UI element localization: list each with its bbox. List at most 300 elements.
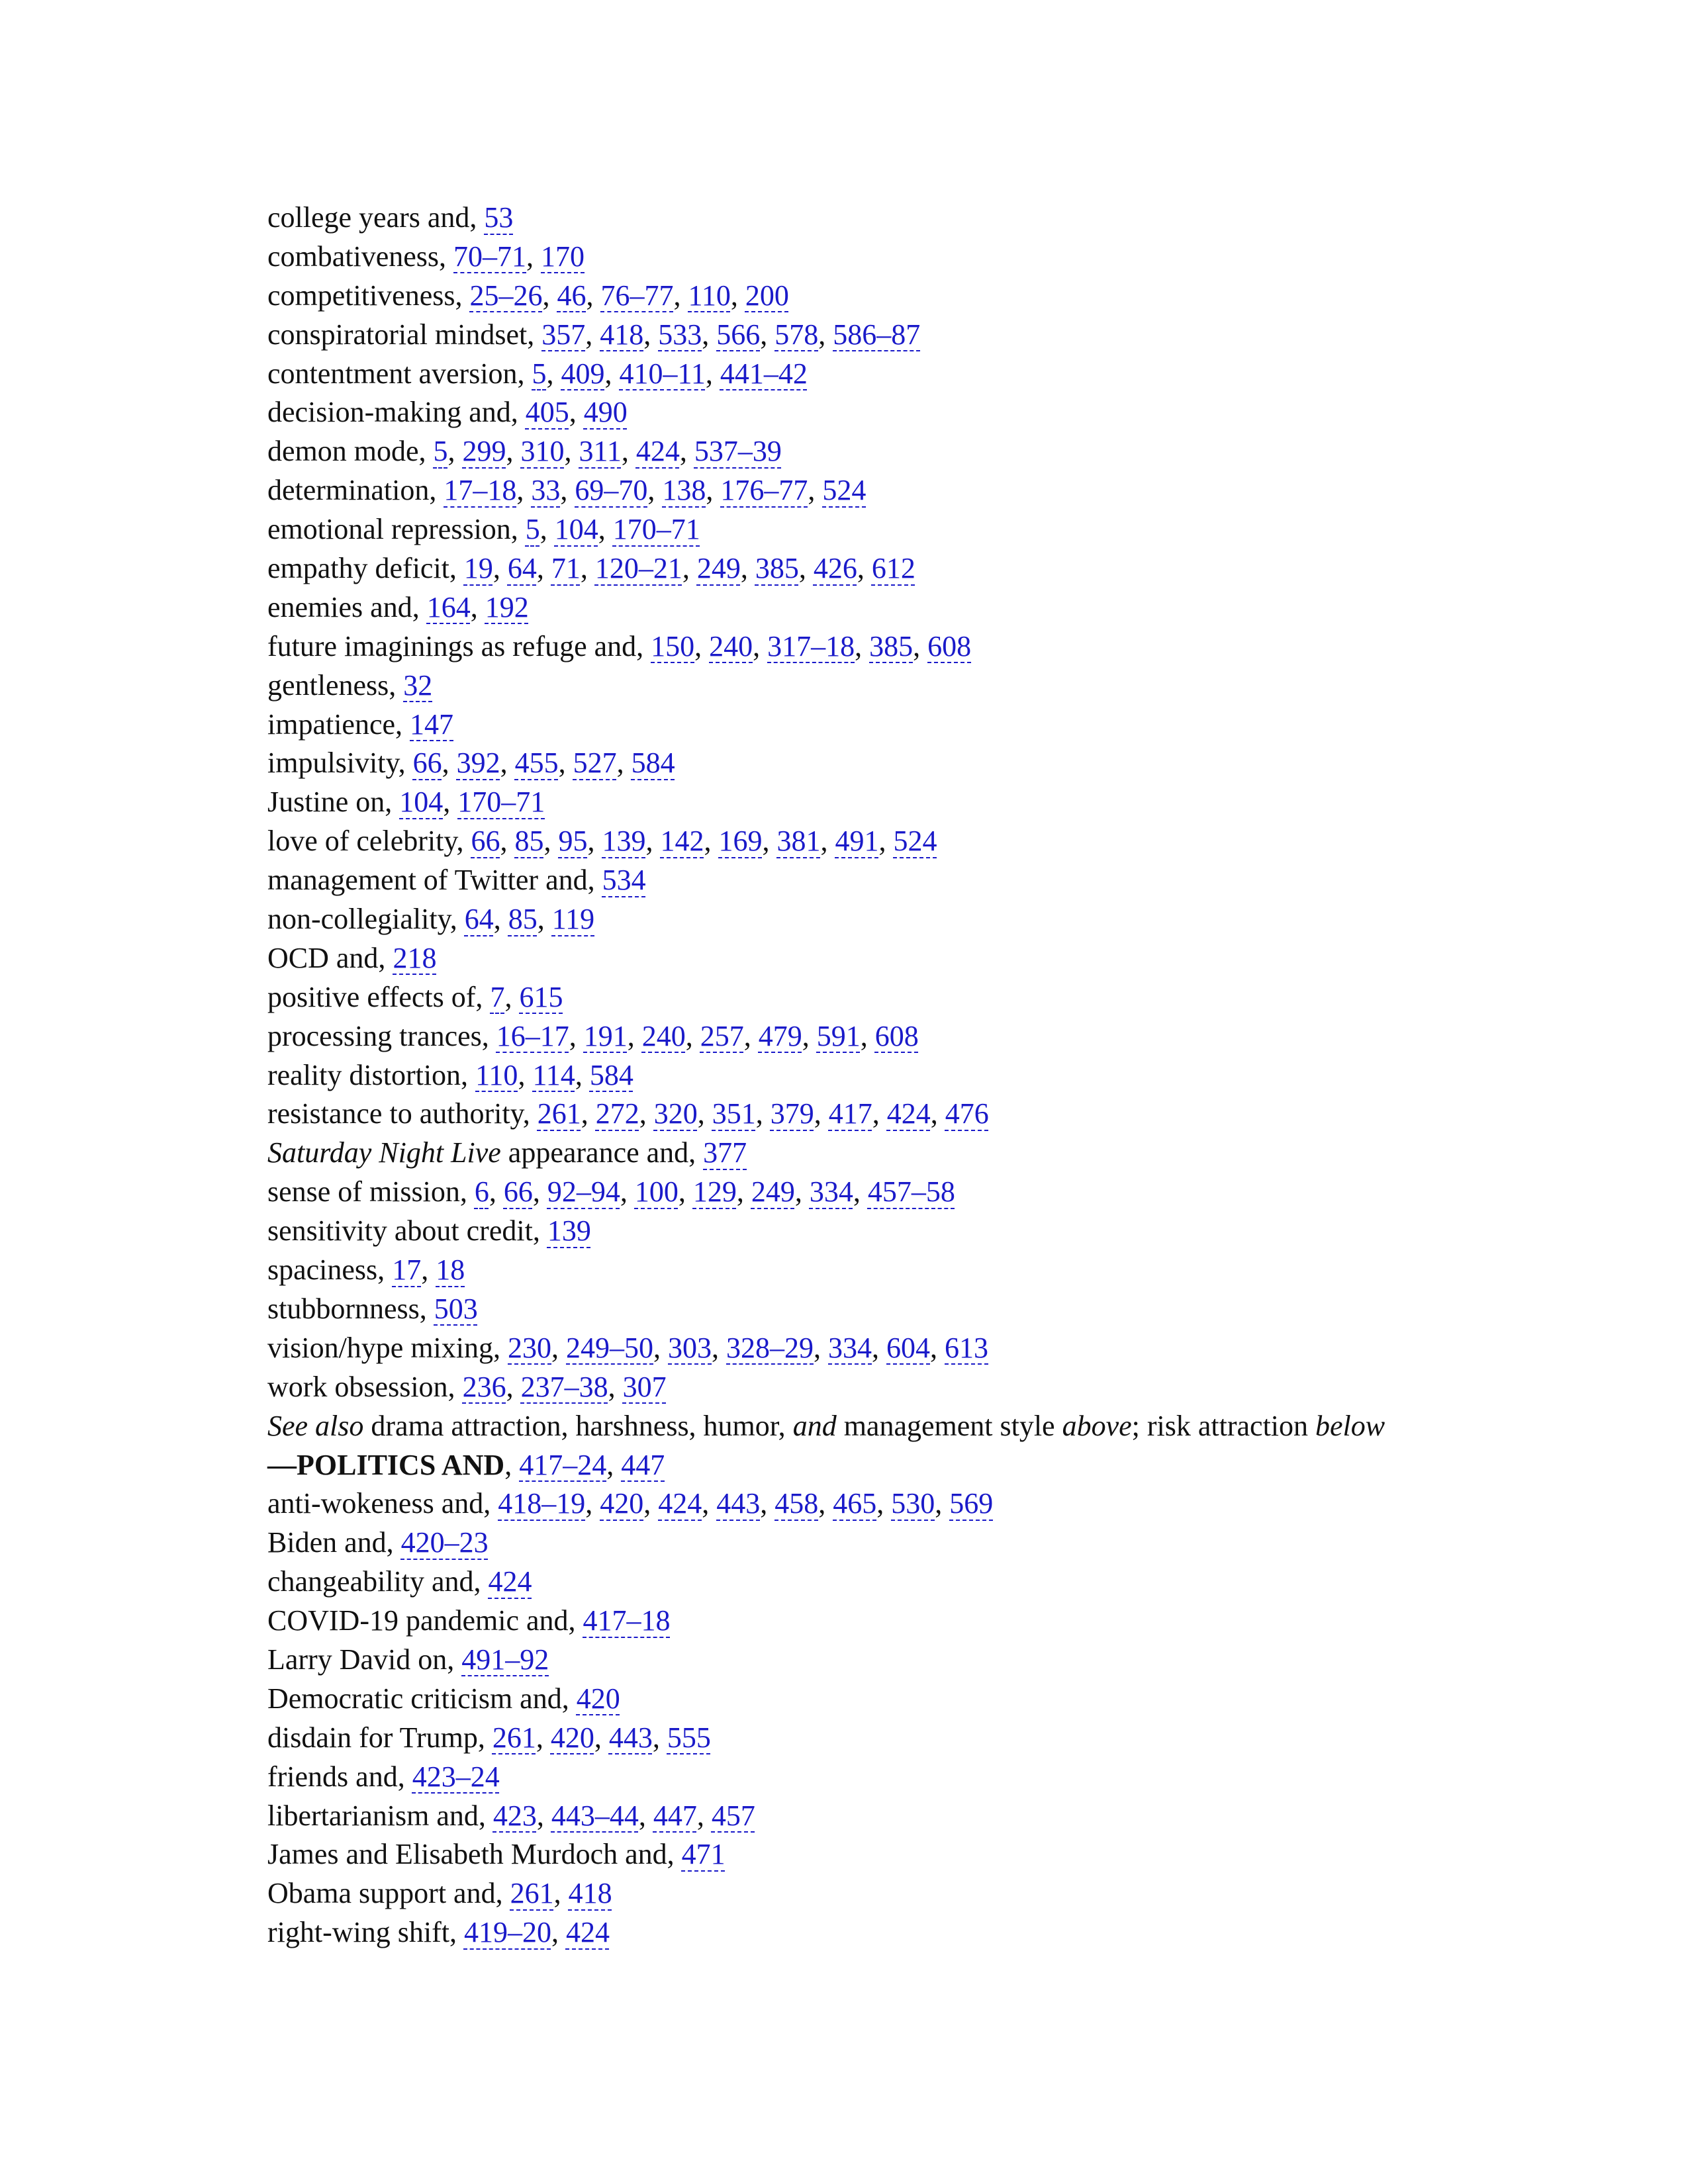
index-entry xyxy=(267,1368,1459,1407)
page-separator: , xyxy=(594,1721,609,1754)
index-term: reality distortion, xyxy=(267,1058,476,1091)
page-link[interactable]: 443–44 xyxy=(551,1799,639,1832)
page-separator: , xyxy=(638,1799,653,1832)
page-link[interactable]: 476 xyxy=(945,1097,989,1130)
page-link[interactable]: 328–29 xyxy=(726,1331,814,1364)
page-separator: , xyxy=(543,825,559,858)
index-term: spaciness, xyxy=(267,1253,393,1287)
page-link[interactable]: 420 xyxy=(550,1721,594,1754)
page-link[interactable]: 170–71 xyxy=(612,513,700,546)
page-link[interactable]: 377 xyxy=(703,1136,747,1169)
index-entry xyxy=(267,939,1459,978)
index-entry xyxy=(267,432,1459,471)
page-link[interactable]: 608 xyxy=(874,1019,919,1052)
page-link[interactable]: 424 xyxy=(886,1097,931,1130)
page-separator: , xyxy=(616,747,632,780)
page-link[interactable]: 104 xyxy=(554,513,598,546)
page-separator: , xyxy=(678,1175,693,1208)
page-separator: , xyxy=(536,1799,551,1832)
page-link[interactable]: 307 xyxy=(622,1370,667,1403)
page-separator: , xyxy=(673,279,688,312)
index-term: future imaginings as refuge and, xyxy=(267,629,651,662)
page-separator: , xyxy=(697,1097,712,1130)
page-separator: , xyxy=(853,1175,868,1208)
page-link[interactable]: 533 xyxy=(658,318,702,351)
index-entry xyxy=(267,1095,1459,1134)
page-separator: , xyxy=(808,474,823,507)
index-entry xyxy=(267,1484,1459,1524)
page-link[interactable]: 418–19 xyxy=(498,1487,586,1520)
page-separator: , xyxy=(421,1253,436,1287)
index-term: processing trances, xyxy=(267,1019,496,1052)
page-link[interactable]: 16–17 xyxy=(496,1019,569,1052)
page-link[interactable]: 129 xyxy=(692,1175,737,1208)
page-link[interactable]: 379 xyxy=(770,1097,814,1130)
index-entry xyxy=(267,978,1459,1017)
page-separator: , xyxy=(546,357,561,390)
page-separator: , xyxy=(706,474,721,507)
index-heading: —POLITICS AND xyxy=(267,1448,505,1481)
index-entry xyxy=(267,1641,1459,1680)
page-link[interactable]: 537–39 xyxy=(694,435,782,468)
cross-reference-text: See also xyxy=(267,1409,364,1442)
page-link[interactable]: 5 xyxy=(525,513,540,546)
page-link[interactable]: 85 xyxy=(508,903,538,936)
page-link[interactable]: 615 xyxy=(519,980,563,1013)
page-link[interactable]: 381 xyxy=(776,825,821,858)
page-link[interactable]: 491 xyxy=(835,825,879,858)
page-separator: , xyxy=(814,1097,829,1130)
page-link[interactable]: 139 xyxy=(602,825,646,858)
page-separator: , xyxy=(762,825,777,858)
page-link[interactable]: 441–42 xyxy=(720,357,808,390)
page-link[interactable]: 5 xyxy=(532,357,547,390)
page-link[interactable]: 138 xyxy=(662,474,706,507)
page-link[interactable]: 64 xyxy=(507,552,537,585)
index-term: positive effects of, xyxy=(267,980,491,1013)
page-link[interactable]: 455 xyxy=(514,747,559,780)
page-separator: , xyxy=(802,1019,817,1052)
page-separator: , xyxy=(575,1058,590,1091)
page-separator: , xyxy=(470,590,485,623)
page-separator: , xyxy=(702,1487,717,1520)
index-entry xyxy=(267,1524,1459,1563)
index-term: combativeness, xyxy=(267,240,454,273)
page-separator: , xyxy=(760,1487,775,1520)
index-entry xyxy=(267,471,1459,510)
page-separator: , xyxy=(704,825,719,858)
index-entry xyxy=(267,1056,1459,1095)
page-link[interactable]: 420 xyxy=(600,1487,644,1520)
page-link[interactable]: 491–92 xyxy=(461,1643,549,1676)
index-term: , xyxy=(504,1448,520,1481)
page-link[interactable]: 32 xyxy=(403,668,433,702)
index-entry xyxy=(267,1835,1459,1874)
page-link[interactable]: 64 xyxy=(464,903,494,936)
page-link[interactable]: 92–94 xyxy=(547,1175,620,1208)
page-separator: , xyxy=(872,1097,887,1130)
page-link[interactable]: 110 xyxy=(475,1058,518,1091)
page-link[interactable]: 192 xyxy=(485,590,529,623)
page-link[interactable]: 261 xyxy=(492,1721,536,1754)
index-entry xyxy=(267,861,1459,900)
page-link[interactable]: 303 xyxy=(668,1331,712,1364)
index-entry xyxy=(267,1758,1459,1797)
page-separator: , xyxy=(647,474,663,507)
index-term: appearance and, xyxy=(500,1136,704,1169)
index-entry xyxy=(267,900,1459,939)
page-link[interactable]: 100 xyxy=(634,1175,679,1208)
page-link[interactable]: 176–77 xyxy=(720,474,808,507)
index-entry xyxy=(267,355,1459,394)
page-link[interactable]: 578 xyxy=(774,318,819,351)
page-separator: , xyxy=(537,903,552,936)
page-separator: , xyxy=(539,513,555,546)
page-link[interactable]: 351 xyxy=(712,1097,756,1130)
page-separator: , xyxy=(569,396,584,429)
page-separator: , xyxy=(506,1370,521,1403)
page-link[interactable]: 139 xyxy=(547,1214,591,1248)
page-link[interactable]: 71 xyxy=(551,552,581,585)
page-link[interactable]: 272 xyxy=(595,1097,639,1130)
page-link[interactable]: 6 xyxy=(474,1175,489,1208)
index-term: changeability and, xyxy=(267,1565,489,1598)
index-entry xyxy=(267,393,1459,432)
page-separator: , xyxy=(606,1448,622,1481)
page-link[interactable]: 417–18 xyxy=(583,1604,671,1637)
page-link[interactable]: 418 xyxy=(600,318,644,351)
page-link[interactable]: 419–20 xyxy=(463,1916,551,1949)
index-entry xyxy=(267,1290,1459,1329)
page-link[interactable]: 479 xyxy=(758,1019,802,1052)
page-separator: , xyxy=(492,552,508,585)
page-link[interactable]: 527 xyxy=(573,747,617,780)
index-term: right-wing shift, xyxy=(267,1916,464,1949)
page-separator: , xyxy=(516,474,532,507)
page-link[interactable]: 586–87 xyxy=(833,318,921,351)
index-entry xyxy=(267,1212,1459,1251)
page-link[interactable]: 17 xyxy=(392,1253,422,1287)
page-separator: , xyxy=(935,1487,950,1520)
page-link[interactable]: 423–24 xyxy=(412,1760,500,1793)
index-term: Larry David on, xyxy=(267,1643,462,1676)
page-separator: , xyxy=(518,1058,533,1091)
page-separator: , xyxy=(818,1487,833,1520)
page-link[interactable]: 66 xyxy=(471,825,500,858)
page-link[interactable]: 150 xyxy=(651,629,695,662)
page-link[interactable]: 524 xyxy=(822,474,867,507)
page-link[interactable]: 420–23 xyxy=(400,1526,489,1559)
page-link[interactable]: 334 xyxy=(828,1331,872,1364)
page-link[interactable]: 191 xyxy=(583,1019,628,1052)
page-link[interactable]: 420 xyxy=(576,1682,620,1715)
index-entry xyxy=(267,1602,1459,1641)
page-separator: , xyxy=(580,552,595,585)
page-link[interactable]: 608 xyxy=(927,629,972,662)
page-separator: , xyxy=(643,1487,659,1520)
page-link[interactable]: 95 xyxy=(558,825,588,858)
page-link[interactable]: 311 xyxy=(579,435,622,468)
page-separator: , xyxy=(500,825,515,858)
page-separator: , xyxy=(489,1175,504,1208)
page-link[interactable]: 5 xyxy=(433,435,448,468)
page-separator: , xyxy=(730,279,745,312)
page-link[interactable]: 566 xyxy=(716,318,761,351)
index-entry xyxy=(267,822,1459,861)
page-link[interactable]: 17–18 xyxy=(444,474,517,507)
index-term: work obsession, xyxy=(267,1370,463,1403)
page-link[interactable]: 334 xyxy=(809,1175,853,1208)
page-link[interactable]: 142 xyxy=(660,825,704,858)
index-entry xyxy=(267,199,1459,238)
index-term: stubbornness, xyxy=(267,1292,434,1325)
index-entry xyxy=(267,238,1459,277)
index-term: determination, xyxy=(267,474,444,507)
page-separator: , xyxy=(581,1097,596,1130)
page-link[interactable]: 443 xyxy=(716,1487,761,1520)
index-term: Justine on, xyxy=(267,786,400,819)
page-separator: , xyxy=(878,825,894,858)
index-term: sensitivity about credit, xyxy=(267,1214,547,1248)
page-link[interactable]: 424 xyxy=(658,1487,702,1520)
page-link[interactable]: 25–26 xyxy=(469,279,543,312)
index-entry xyxy=(267,1719,1459,1758)
page-separator: , xyxy=(743,1019,759,1052)
page-separator: , xyxy=(585,318,600,351)
index-entry xyxy=(267,627,1459,666)
page-link[interactable]: 249 xyxy=(751,1175,795,1208)
page-link[interactable]: 613 xyxy=(945,1331,988,1364)
page-separator: , xyxy=(585,1487,600,1520)
index-entry xyxy=(267,744,1459,783)
page-link[interactable]: 261 xyxy=(537,1097,581,1130)
page-separator: , xyxy=(639,1097,654,1130)
page-link[interactable]: 392 xyxy=(456,747,500,780)
page-separator: , xyxy=(564,435,579,468)
page-link[interactable]: 104 xyxy=(399,786,444,819)
page-link[interactable]: 170 xyxy=(541,240,585,273)
page-link[interactable]: 66 xyxy=(503,1175,533,1208)
index-term: Biden and, xyxy=(267,1526,401,1559)
page-link[interactable]: 591 xyxy=(816,1019,861,1052)
index-entry xyxy=(267,549,1459,588)
index-entry xyxy=(267,1329,1459,1368)
page-separator: , xyxy=(587,825,602,858)
index-entry xyxy=(267,1446,1459,1485)
page-link[interactable]: 257 xyxy=(700,1019,744,1052)
page-link[interactable]: 569 xyxy=(949,1487,994,1520)
page-separator: , xyxy=(560,474,575,507)
page-link[interactable]: 218 xyxy=(393,941,437,974)
page-link[interactable]: 200 xyxy=(745,279,789,312)
page-link[interactable]: 110 xyxy=(688,279,731,312)
page-link[interactable]: 426 xyxy=(813,552,857,585)
page-link[interactable]: 299 xyxy=(462,435,506,468)
page-link[interactable]: 405 xyxy=(525,396,569,429)
page-link[interactable]: 418 xyxy=(568,1877,612,1910)
page-link[interactable]: 417–24 xyxy=(519,1448,607,1481)
index-term: competitiveness, xyxy=(267,279,470,312)
page-separator: , xyxy=(705,357,720,390)
page-separator: , xyxy=(702,318,717,351)
page-separator: , xyxy=(504,980,520,1013)
index-entry xyxy=(267,316,1459,355)
index-term: anti-wokeness and, xyxy=(267,1487,498,1520)
page-link[interactable]: 534 xyxy=(602,864,646,897)
page-separator: , xyxy=(753,629,768,662)
page-separator: , xyxy=(857,552,872,585)
cross-reference-text: above xyxy=(1062,1409,1132,1442)
page-link[interactable]: 33 xyxy=(531,474,561,507)
index-entry xyxy=(267,1017,1459,1056)
page-link[interactable]: 490 xyxy=(583,396,628,429)
index-term: conspiratorial mindset, xyxy=(267,318,542,351)
page-link[interactable]: 457 xyxy=(711,1799,755,1832)
page-link[interactable]: 18 xyxy=(436,1253,465,1287)
page-separator: , xyxy=(872,1331,886,1364)
index-term: OCD and, xyxy=(267,941,393,974)
page-link[interactable]: 465 xyxy=(833,1487,877,1520)
index-entry xyxy=(267,1251,1459,1290)
page-separator: , xyxy=(532,1175,547,1208)
page-link[interactable]: 170–71 xyxy=(457,786,545,819)
page-link[interactable]: 76–77 xyxy=(600,279,674,312)
page-link[interactable]: 423 xyxy=(492,1799,537,1832)
page-link[interactable]: 530 xyxy=(891,1487,935,1520)
page-link[interactable]: 236 xyxy=(462,1370,506,1403)
page-link[interactable]: 584 xyxy=(589,1058,633,1091)
index-term-italic: Saturday Night Live xyxy=(267,1136,501,1169)
cross-reference-text: ; risk attraction xyxy=(1131,1409,1316,1442)
cross-reference-text: drama attraction, harshness, humor, xyxy=(363,1409,793,1442)
page-link[interactable]: 424 xyxy=(635,435,680,468)
index-term: disdain for Trump, xyxy=(267,1721,492,1754)
page-link[interactable]: 69–70 xyxy=(575,474,648,507)
page-link[interactable]: 320 xyxy=(653,1097,698,1130)
index-term: resistance to authority, xyxy=(267,1097,538,1130)
page-separator: , xyxy=(685,1019,700,1052)
page-link[interactable]: 443 xyxy=(608,1721,653,1754)
page-link[interactable]: 410–11 xyxy=(619,357,706,390)
page-separator: , xyxy=(913,629,928,662)
page-separator: , xyxy=(542,279,557,312)
index-term: empathy deficit, xyxy=(267,552,464,585)
index-entry xyxy=(267,1407,1459,1446)
page-link[interactable]: 524 xyxy=(893,825,937,858)
page-link[interactable]: 261 xyxy=(510,1877,554,1910)
page-link[interactable]: 120–21 xyxy=(594,552,682,585)
page-link[interactable]: 555 xyxy=(667,1721,711,1754)
page-separator: , xyxy=(500,747,515,780)
index-term: impatience, xyxy=(267,707,410,741)
page-link[interactable]: 249–50 xyxy=(566,1331,653,1364)
page-link[interactable]: 53 xyxy=(484,201,514,234)
cross-reference-text: below xyxy=(1315,1409,1385,1442)
index-entry xyxy=(267,1874,1459,1913)
page-separator: , xyxy=(558,747,573,780)
page-link[interactable]: 164 xyxy=(426,590,471,623)
page-link[interactable]: 119 xyxy=(551,903,595,936)
page-separator: , xyxy=(506,435,521,468)
page-link[interactable]: 310 xyxy=(520,435,565,468)
page-separator: , xyxy=(586,279,601,312)
page-separator: , xyxy=(876,1487,892,1520)
page-link[interactable]: 385 xyxy=(869,629,914,662)
page-link[interactable]: 409 xyxy=(561,357,605,390)
page-link[interactable]: 240 xyxy=(641,1019,686,1052)
page-link[interactable]: 147 xyxy=(410,707,454,741)
page-link[interactable]: 458 xyxy=(774,1487,819,1520)
page-link[interactable]: 19 xyxy=(463,552,493,585)
page-link[interactable]: 240 xyxy=(709,629,753,662)
page-link[interactable]: 169 xyxy=(718,825,763,858)
page-link[interactable]: 70–71 xyxy=(453,240,527,273)
page-separator: , xyxy=(536,1721,551,1754)
page-link[interactable]: 584 xyxy=(631,747,675,780)
index-entry xyxy=(267,1680,1459,1719)
page-link[interactable]: 317–18 xyxy=(767,629,855,662)
index-term: gentleness, xyxy=(267,668,404,702)
page-link[interactable]: 385 xyxy=(755,552,799,585)
page-separator: , xyxy=(694,629,710,662)
page-link[interactable]: 114 xyxy=(532,1058,575,1091)
page-separator: , xyxy=(798,552,814,585)
page-link[interactable]: 237–38 xyxy=(520,1370,608,1403)
index-term: enemies and, xyxy=(267,590,427,623)
index-term: vision/hype mixing, xyxy=(267,1331,508,1364)
page-link[interactable]: 66 xyxy=(412,747,442,780)
index-term: management of Twitter and, xyxy=(267,864,602,897)
page-link[interactable]: 457–58 xyxy=(867,1175,955,1208)
page-link[interactable]: 424 xyxy=(488,1565,532,1598)
index-term: sense of mission, xyxy=(267,1175,475,1208)
page-separator: , xyxy=(443,786,458,819)
page-separator: , xyxy=(526,240,541,273)
page-link[interactable]: 417 xyxy=(828,1097,872,1130)
index-entry xyxy=(267,588,1459,627)
page-separator: , xyxy=(493,903,508,936)
page-link[interactable]: 7 xyxy=(490,980,505,1013)
cross-reference-text: and xyxy=(792,1409,837,1442)
page-separator: , xyxy=(652,1721,667,1754)
page-link[interactable]: 471 xyxy=(681,1838,726,1871)
page-link[interactable]: 503 xyxy=(434,1292,478,1325)
page-separator: , xyxy=(740,552,755,585)
page-separator: , xyxy=(755,1097,771,1130)
page-link[interactable]: 612 xyxy=(871,552,915,585)
page-separator: , xyxy=(551,1331,566,1364)
index-page xyxy=(267,199,1459,1952)
page-link[interactable]: 424 xyxy=(565,1916,610,1949)
page-link[interactable]: 447 xyxy=(621,1448,665,1481)
index-entry xyxy=(267,1134,1459,1173)
index-entry xyxy=(267,666,1459,705)
page-separator: , xyxy=(814,1331,828,1364)
page-link[interactable]: 85 xyxy=(514,825,544,858)
page-link[interactable]: 604 xyxy=(886,1331,930,1364)
page-link[interactable]: 447 xyxy=(653,1799,697,1832)
index-entry xyxy=(267,1797,1459,1836)
page-link[interactable]: 357 xyxy=(541,318,586,351)
page-separator: , xyxy=(679,435,694,468)
page-separator: , xyxy=(627,1019,642,1052)
index-entry xyxy=(267,1913,1459,1952)
page-link[interactable]: 249 xyxy=(696,552,741,585)
page-link[interactable]: 46 xyxy=(557,279,586,312)
index-entry xyxy=(267,510,1459,549)
page-link[interactable]: 230 xyxy=(508,1331,551,1364)
index-term: emotional repression, xyxy=(267,513,526,546)
